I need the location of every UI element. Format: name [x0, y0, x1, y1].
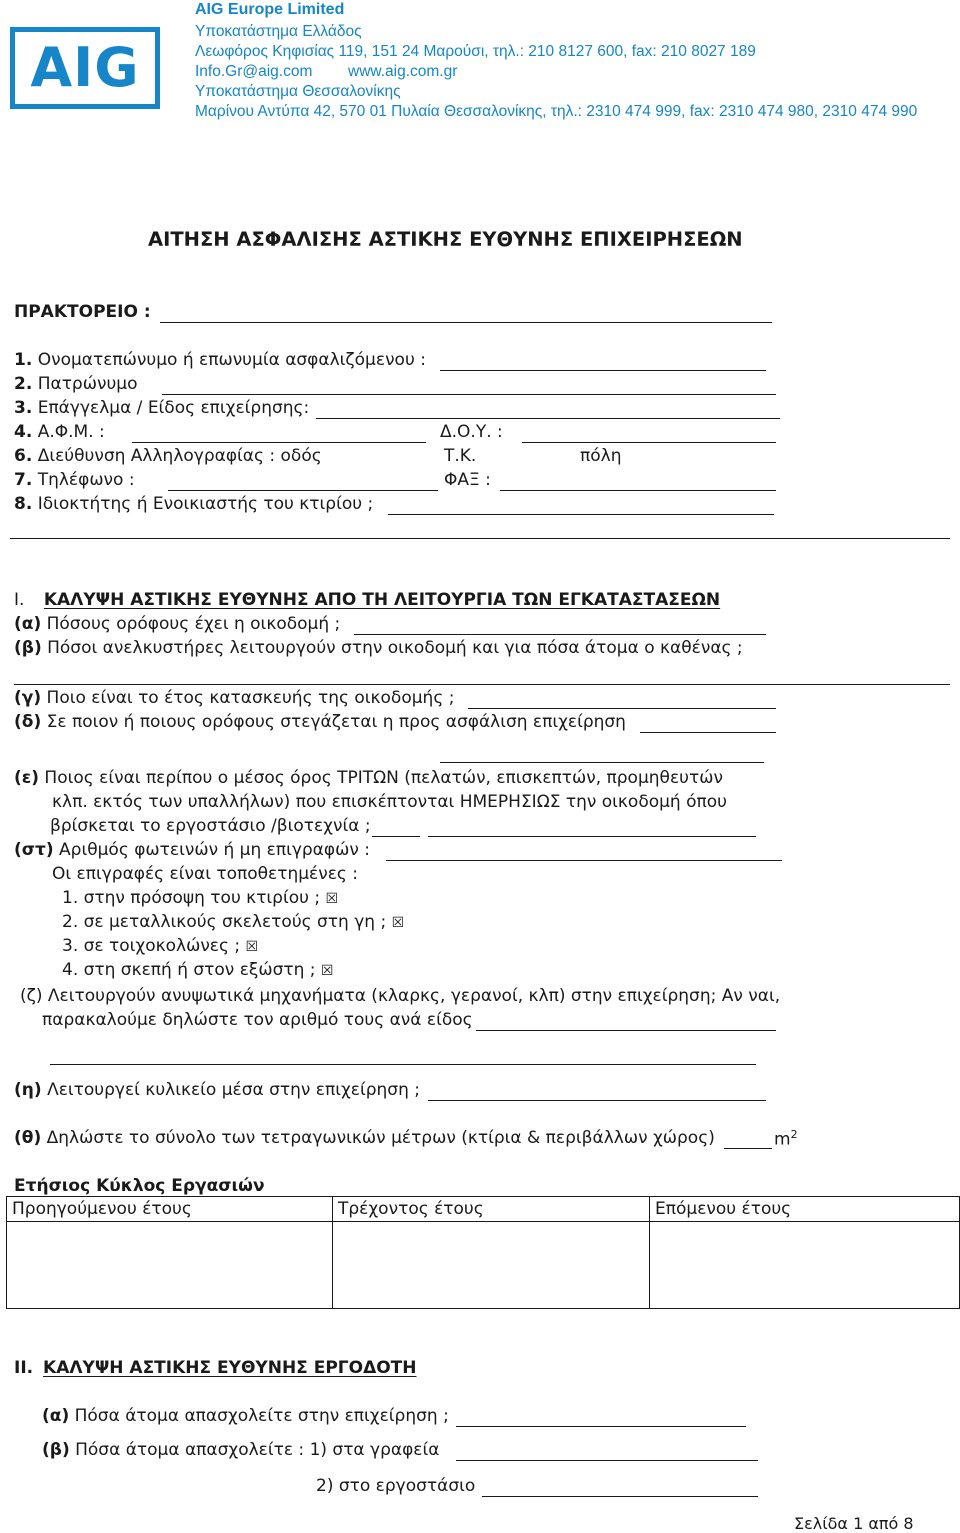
lifting-machines-input[interactable]	[476, 1030, 776, 1031]
q-text: Πόσοι ανελκυστήρες λειτουργούν στην οικοδομή και για πόσα άτομα ο καθένας ;	[47, 638, 743, 658]
q-c	[14, 688, 454, 708]
turnover-table	[6, 1196, 960, 1309]
q-text: Πόσα άτομα απασχολείτε στην επιχείρηση ;	[74, 1406, 449, 1426]
canteen-input[interactable]	[428, 1100, 766, 1101]
checkbox-icon[interactable]: ☒	[245, 939, 259, 955]
col-previous-year: Προηγούμενου έτους	[7, 1197, 333, 1222]
business-floors-input-2[interactable]	[440, 762, 764, 763]
field-label: Ιδιοκτήτης ή Ενοικιαστής του κτιρίου ;	[37, 494, 374, 514]
turnover-heading: Ετήσιος Κύκλος Εργασιών	[14, 1176, 265, 1196]
checkbox-icon[interactable]: ☒	[325, 891, 339, 907]
office-employees-input[interactable]	[456, 1460, 758, 1461]
field-number: 4.	[14, 422, 33, 442]
q-label: (η)	[14, 1080, 42, 1100]
field-label: Επάγγελμα / Είδος επιχείρησης:	[37, 398, 310, 418]
current-year-cell[interactable]	[333, 1222, 650, 1309]
field-number: 2.	[14, 374, 33, 394]
visitors-input-b[interactable]	[428, 836, 756, 837]
field-6	[14, 446, 322, 466]
q2-b	[42, 1440, 439, 1460]
company-name: AIG Europe Limited	[195, 1, 345, 18]
branch-athens: Υποκατάστημα Ελλάδος	[195, 23, 362, 40]
q-label: (γ)	[14, 688, 42, 708]
aig-logo	[10, 27, 160, 109]
q-a	[14, 614, 340, 634]
fax-input[interactable]	[500, 490, 776, 491]
visitors-input-a[interactable]	[372, 836, 420, 837]
owner-tenant-input[interactable]	[388, 514, 774, 515]
floors-input[interactable]	[354, 634, 766, 635]
q-z: (ζ) Λειτουργούν ανυψωτικά μηχανήματα (κλαρκς, γερανοί, κλπ) στην επιχείρηση; Αν ναι,	[20, 986, 781, 1006]
q-label: (ε)	[14, 768, 40, 788]
checkbox-icon[interactable]: ☒	[391, 915, 405, 931]
logo-text: AIG	[30, 36, 140, 99]
section-2-heading	[14, 1358, 417, 1378]
field-7	[14, 470, 135, 490]
field-8	[14, 494, 373, 514]
city-label: πόλη	[580, 446, 622, 466]
website-link[interactable]: www.aig.com.gr	[348, 63, 458, 80]
employees-input[interactable]	[456, 1426, 746, 1427]
q-label: (β)	[42, 1440, 70, 1460]
field-label: Ονοματεπώνυμο ή επωνυμία ασφαλιζόμενου :	[37, 350, 426, 370]
field-label: Πατρώνυμο	[37, 374, 138, 394]
sign-option-1	[62, 888, 338, 908]
field-number: 1.	[14, 350, 33, 370]
col-next-year: Επόμενου έτους	[650, 1197, 960, 1222]
factory-employees-input[interactable]	[482, 1496, 758, 1497]
agency-field[interactable]	[160, 322, 772, 323]
sign-option-text: 1. στην πρόσοψη του κτιρίου ;	[62, 888, 321, 908]
square-meters-input[interactable]	[724, 1148, 772, 1149]
field-number: 3.	[14, 398, 33, 418]
q-text: Πόσα άτομα απασχολείτε : 1) στα γραφεία	[75, 1440, 440, 1460]
q-h	[14, 1080, 420, 1100]
q-text: Λειτουργεί κυλικείο μέσα στην επιχείρηση ;	[47, 1080, 420, 1100]
field-label: Α.Φ.Μ. :	[37, 422, 105, 442]
q-label: (α)	[14, 614, 42, 634]
previous-year-cell[interactable]	[7, 1222, 333, 1309]
q2-b-factory: 2) στο εργοστάσιο	[316, 1476, 476, 1496]
field-label: Διεύθυνση Αλληλογραφίας : οδός	[37, 446, 322, 466]
q-e-line-3: βρίσκεται το εργοστάσιο /βιοτεχνία ;	[50, 816, 371, 836]
q-label: (στ)	[14, 840, 54, 860]
section-divider	[10, 538, 950, 539]
q-text: Πόσους ορόφους έχει η οικοδομή ;	[46, 614, 341, 634]
q-text: Δηλώστε το σύνολο των τετραγωνικών μέτρων (κτίρια & περιβάλλων χώρος)	[46, 1128, 715, 1148]
q-text: Ποιο είναι το έτος κατασκευής της οικοδομής ;	[46, 688, 455, 708]
q-label: (θ)	[14, 1128, 42, 1148]
fax-label: ΦΑΞ :	[444, 470, 491, 490]
phone-input[interactable]	[168, 490, 438, 491]
q-z-line-2: παρακαλούμε δηλώστε τον αριθμό τους ανά είδος	[42, 1010, 473, 1030]
sign-option-text: 3. σε τοιχοκολώνες ;	[62, 936, 241, 956]
page-title: ΑΙΤΗΣΗ ΑΣΦΑΛΙΣΗΣ ΑΣΤΙΚΗΣ ΕΥΘΥΝΗΣ ΕΠΙΧΕΙΡΗΣΕΩΝ	[148, 228, 743, 251]
section-1-heading	[14, 590, 720, 610]
field-number: 7.	[14, 470, 33, 490]
sign-option-text: 2. σε μεταλλικούς σκελετούς στη γη ;	[62, 912, 387, 932]
section-1-title: ΚΑΛΥΨΗ ΑΣΤΙΚΗΣ ΕΥΘΥΝΗΣ ΑΠΟ ΤΗ ΛΕΙΤΟΥΡΓΙΑ ΤΩΝ ΕΓΚΑΤΑΣΤΑΣΕΩΝ	[43, 590, 721, 610]
field-number: 6.	[14, 446, 33, 466]
business-floors-input[interactable]	[640, 732, 776, 733]
field-label: Τηλέφωνο :	[37, 470, 135, 490]
q-text: Σε ποιον ή ποιους ορόφους στεγάζεται η προς ασφάλιση επιχείρηση	[46, 712, 626, 732]
field-2	[14, 374, 138, 394]
email-link[interactable]: Info.Gr@aig.com	[195, 63, 313, 80]
field-3	[14, 398, 309, 418]
field-number: 8.	[14, 494, 33, 514]
insured-name-input[interactable]	[440, 370, 766, 371]
q-e	[14, 768, 723, 788]
square-meters-unit	[774, 1128, 798, 1150]
table-row	[7, 1222, 960, 1309]
checkbox-icon[interactable]: ☒	[320, 963, 334, 979]
section-2-numeral: II.	[14, 1358, 34, 1378]
unit-base: m	[774, 1129, 791, 1150]
q-st	[14, 840, 370, 860]
agency-label: ΠΡΑΚΤΟΡΕΙΟ :	[14, 302, 151, 322]
construction-year-input[interactable]	[468, 708, 776, 709]
sign-option-2	[62, 912, 404, 932]
profession-input[interactable]	[316, 418, 780, 419]
q2-a	[42, 1406, 449, 1426]
next-year-cell[interactable]	[650, 1222, 960, 1309]
q-label: (α)	[42, 1406, 70, 1426]
field-4	[14, 422, 105, 442]
section-1-numeral: I.	[14, 590, 25, 610]
tax-office-input[interactable]	[522, 442, 776, 443]
signs-count-input[interactable]	[386, 860, 782, 861]
q-text: Αριθμός φωτεινών ή μη επιγραφών :	[59, 840, 370, 860]
q-label: (δ)	[14, 712, 42, 732]
sign-option-4	[62, 960, 333, 980]
page-number: Σελίδα 1 από 8	[794, 1514, 914, 1533]
lifting-machines-input-2[interactable]	[50, 1064, 756, 1065]
signs-location-label: Οι επιγραφές είναι τοποθετημένες :	[52, 864, 359, 884]
unit-exponent: 2	[790, 1128, 798, 1141]
tax-office-label: Δ.Ο.Υ. :	[440, 422, 503, 442]
table-header-row	[7, 1197, 960, 1222]
branch-thessaloniki: Υποκατάστημα Θεσσαλονίκης	[195, 83, 401, 100]
sign-option-3	[62, 936, 258, 956]
q-e-line-2: κλπ. εκτός των υπαλλήλων) που επισκέπτονται ΗΜΕΡΗΣΙΩΣ την οικοδομή όπου	[52, 792, 727, 812]
address-athens: Λεωφόρος Κηφισίας 119, 151 24 Μαρούσι, τηλ.: 210 8127 600, fax: 210 8027 189	[195, 43, 756, 60]
tax-id-input[interactable]	[132, 442, 426, 443]
q-th	[14, 1128, 715, 1148]
address-thessaloniki: Μαρίνου Αντύπα 42, 570 01 Πυλαία Θεσσαλονίκης, τηλ.: 2310 474 999, fax: 2310 474 980, 2310 474 990	[195, 103, 918, 120]
q-label: (β)	[14, 638, 42, 658]
fathers-name-input[interactable]	[162, 394, 776, 395]
q-b	[14, 638, 743, 658]
field-1	[14, 350, 426, 370]
q-text: Ποιος είναι περίπου ο μέσος όρος ΤΡΙΤΩΝ (πελατών, επισκεπτών, προμηθευτών	[44, 768, 723, 788]
q-d	[14, 712, 626, 732]
section-2-title: ΚΑΛΥΨΗ ΑΣΤΙΚΗΣ ΕΥΘΥΝΗΣ ΕΡΓΟΔΟΤΗ	[43, 1358, 417, 1378]
sign-option-text: 4. στη σκεπή ή στον εξώστη ;	[62, 960, 316, 980]
elevators-input[interactable]	[14, 684, 950, 685]
postal-code-label: Τ.Κ.	[444, 446, 477, 466]
col-current-year: Τρέχοντος έτους	[333, 1197, 650, 1222]
